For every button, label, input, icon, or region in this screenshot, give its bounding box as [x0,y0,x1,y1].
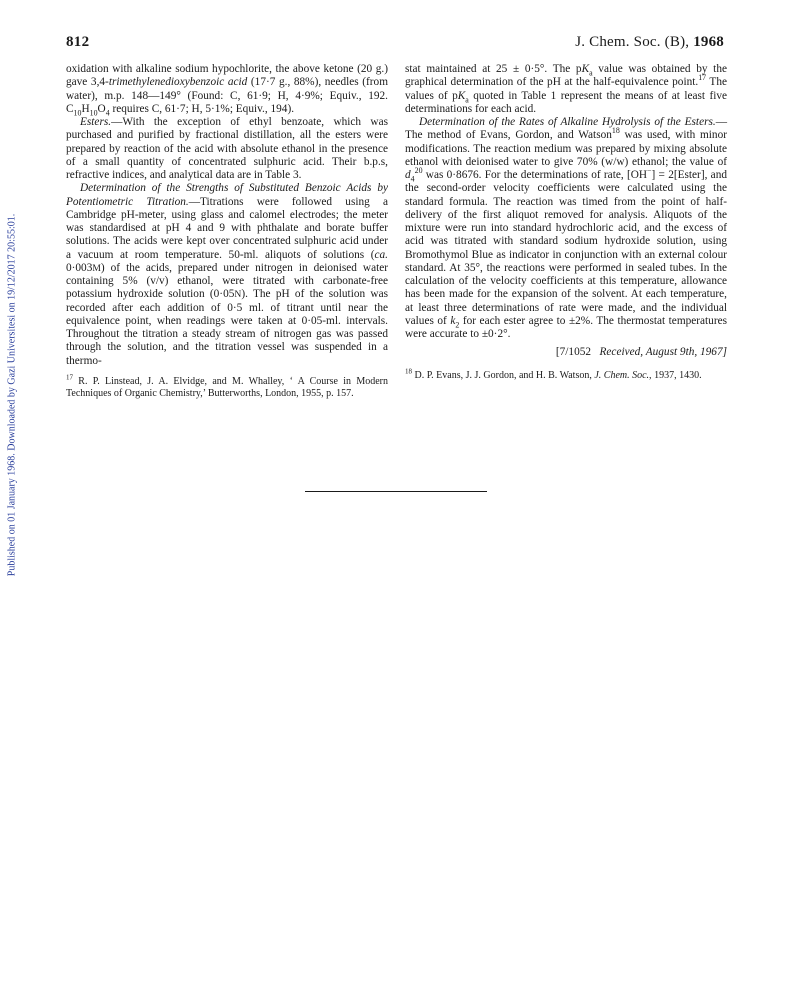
esters-heading: Esters. [80,116,112,128]
esters-paragraph: Esters.—With the exception of ethyl benzoate, which was purchased and purified by fractional distillation, all the esters were prepared by reaction of the acid with absolute ethanol in the presence of a small quantity of concentrated sulphuric acid. Their b.p.s, refractive indices, and analytical data are in Table 3. [66,116,388,181]
download-watermark-text: Published on 01 January 1968. Downloaded by Gazi Universitesi on 19/12/2017 20:55:01. [6,213,18,577]
journal-name: J. Chem. Soc. (B), [575,34,690,50]
synthesis-paragraph: oxidation with alkaline sodium hypochlorite, the above ketone (20 g.) gave 3,4-trimethylenedioxybenzoic acid (17·7 g., 88%), needles (from water), m.p. 148—149° (Found: C, 61·9; H, 4·9%; Equiv., 192. $C_{10}H_{10}O_4$ requires C, 61·7; H, 5·1%; Equiv., 194). [66,63,388,117]
reference-17: 17 [698,73,707,83]
strengths-heading: Determination of the Strengths of Substituted Benzoic Acids by Potentiometric Titration. [66,182,388,208]
strengths-paragraph: Determination of the Strengths of Substituted Benzoic Acids by Potentiometric Titration.—Titrations were followed using a Cambridge pH-meter, using glass and calomel electrodes; the meter was standardised at pH 4 and 9 with phthalate and borate buffer solutions. The acids were kept over concentrated sulphuric acid under a vacuum at room temperature. 50-ml. aliquots of solutions (ca. 0·003M) of the acids, prepared under nitrogen in deionised water containing 5% (v/v) ethanol, were titrated with carbonate-free potassium hydroxide solution (0·05N). The pH of the solution was recorded after each addition of 0·5 ml. of titrant until near the equivalence point, when readings were taken at 0·05-ml. intervals. Throughout the titration a steady stream of nitrogen gas was passed through the solution, and the titration vessel was suspended in a thermo- [66,182,388,367]
download-watermark [0,0,24,680]
received-date: Received, August 9th, 1967] [599,346,727,359]
manuscript-code: [7/1052 [555,346,592,359]
journal-running-head [575,34,724,51]
compound-name: trimethylenedioxybenzoic acid [108,76,248,89]
page-number: 812 [66,34,90,50]
footnote-18: $^{18}$ D. P. Evans, J. J. Gordon, and H. B. Watson, J. Chem. Soc., 1937, 1430. [405,367,702,381]
end-of-article-rule [305,491,487,492]
footnote-17: $^{17}$ R. P. Linstead, J. A. Elvidge, and M. Whalley, ‘ A Course in Modern Techniques of Organic Chemistry,’ Butterworths, London, 1955, p. 157. [66,373,388,399]
rates-heading: Determination of the Rates of Alkaline Hydrolysis of the Esters. [419,116,716,128]
left-column [66,63,388,400]
rates-paragraph: Determination of the Rates of Alkaline Hydrolysis of the Esters.—The method of Evans, Gordon, and Watson$^{18}$ was used, with minor modifications. The reaction medium was prepared by mixing absolute ethanol with deionised water to give 70% (w/w) ethanol; the value of $d_4^{20}$ was 0·8676. For the determinations of rate, [OH−] = 2[Ester], and the second-order velocity coefficients were calculated using the standard formula. The reaction was timed from the point of half-delivery of the first aliquot removed for analysis. Aliquots of the mixture were run into standard hydrochloric acid, and the excess of acid was titrated with standard sodium hydroxide solution, using Bromothymol Blue as indicator in conjunction with an external colour standard. At 35°, the reactions were performed in sealed tubes. In the calculation of the velocity coefficients at this temperature, allowance has been made for the expansion of the solvent. At each temperature, at least three determinations of rate were made, and the individual values of $k_2$ for each ester agree to ±2%. The thermostat temperatures were accurate to ±0·2°. [405,116,728,340]
right-column [405,63,727,382]
received-line [405,346,727,359]
journal-year: 1968 [693,34,724,50]
reference-18: 18 [611,126,620,136]
pka-paragraph: stat maintained at 25 ± 0·5°. The $pK_a$ value was obtained by the graphical determination of the pH at the half-equivalence point.$^{17}$ The values of $pK_a$ quoted in Table 1 represent the means of at least five determinations for each acid. [405,63,728,115]
